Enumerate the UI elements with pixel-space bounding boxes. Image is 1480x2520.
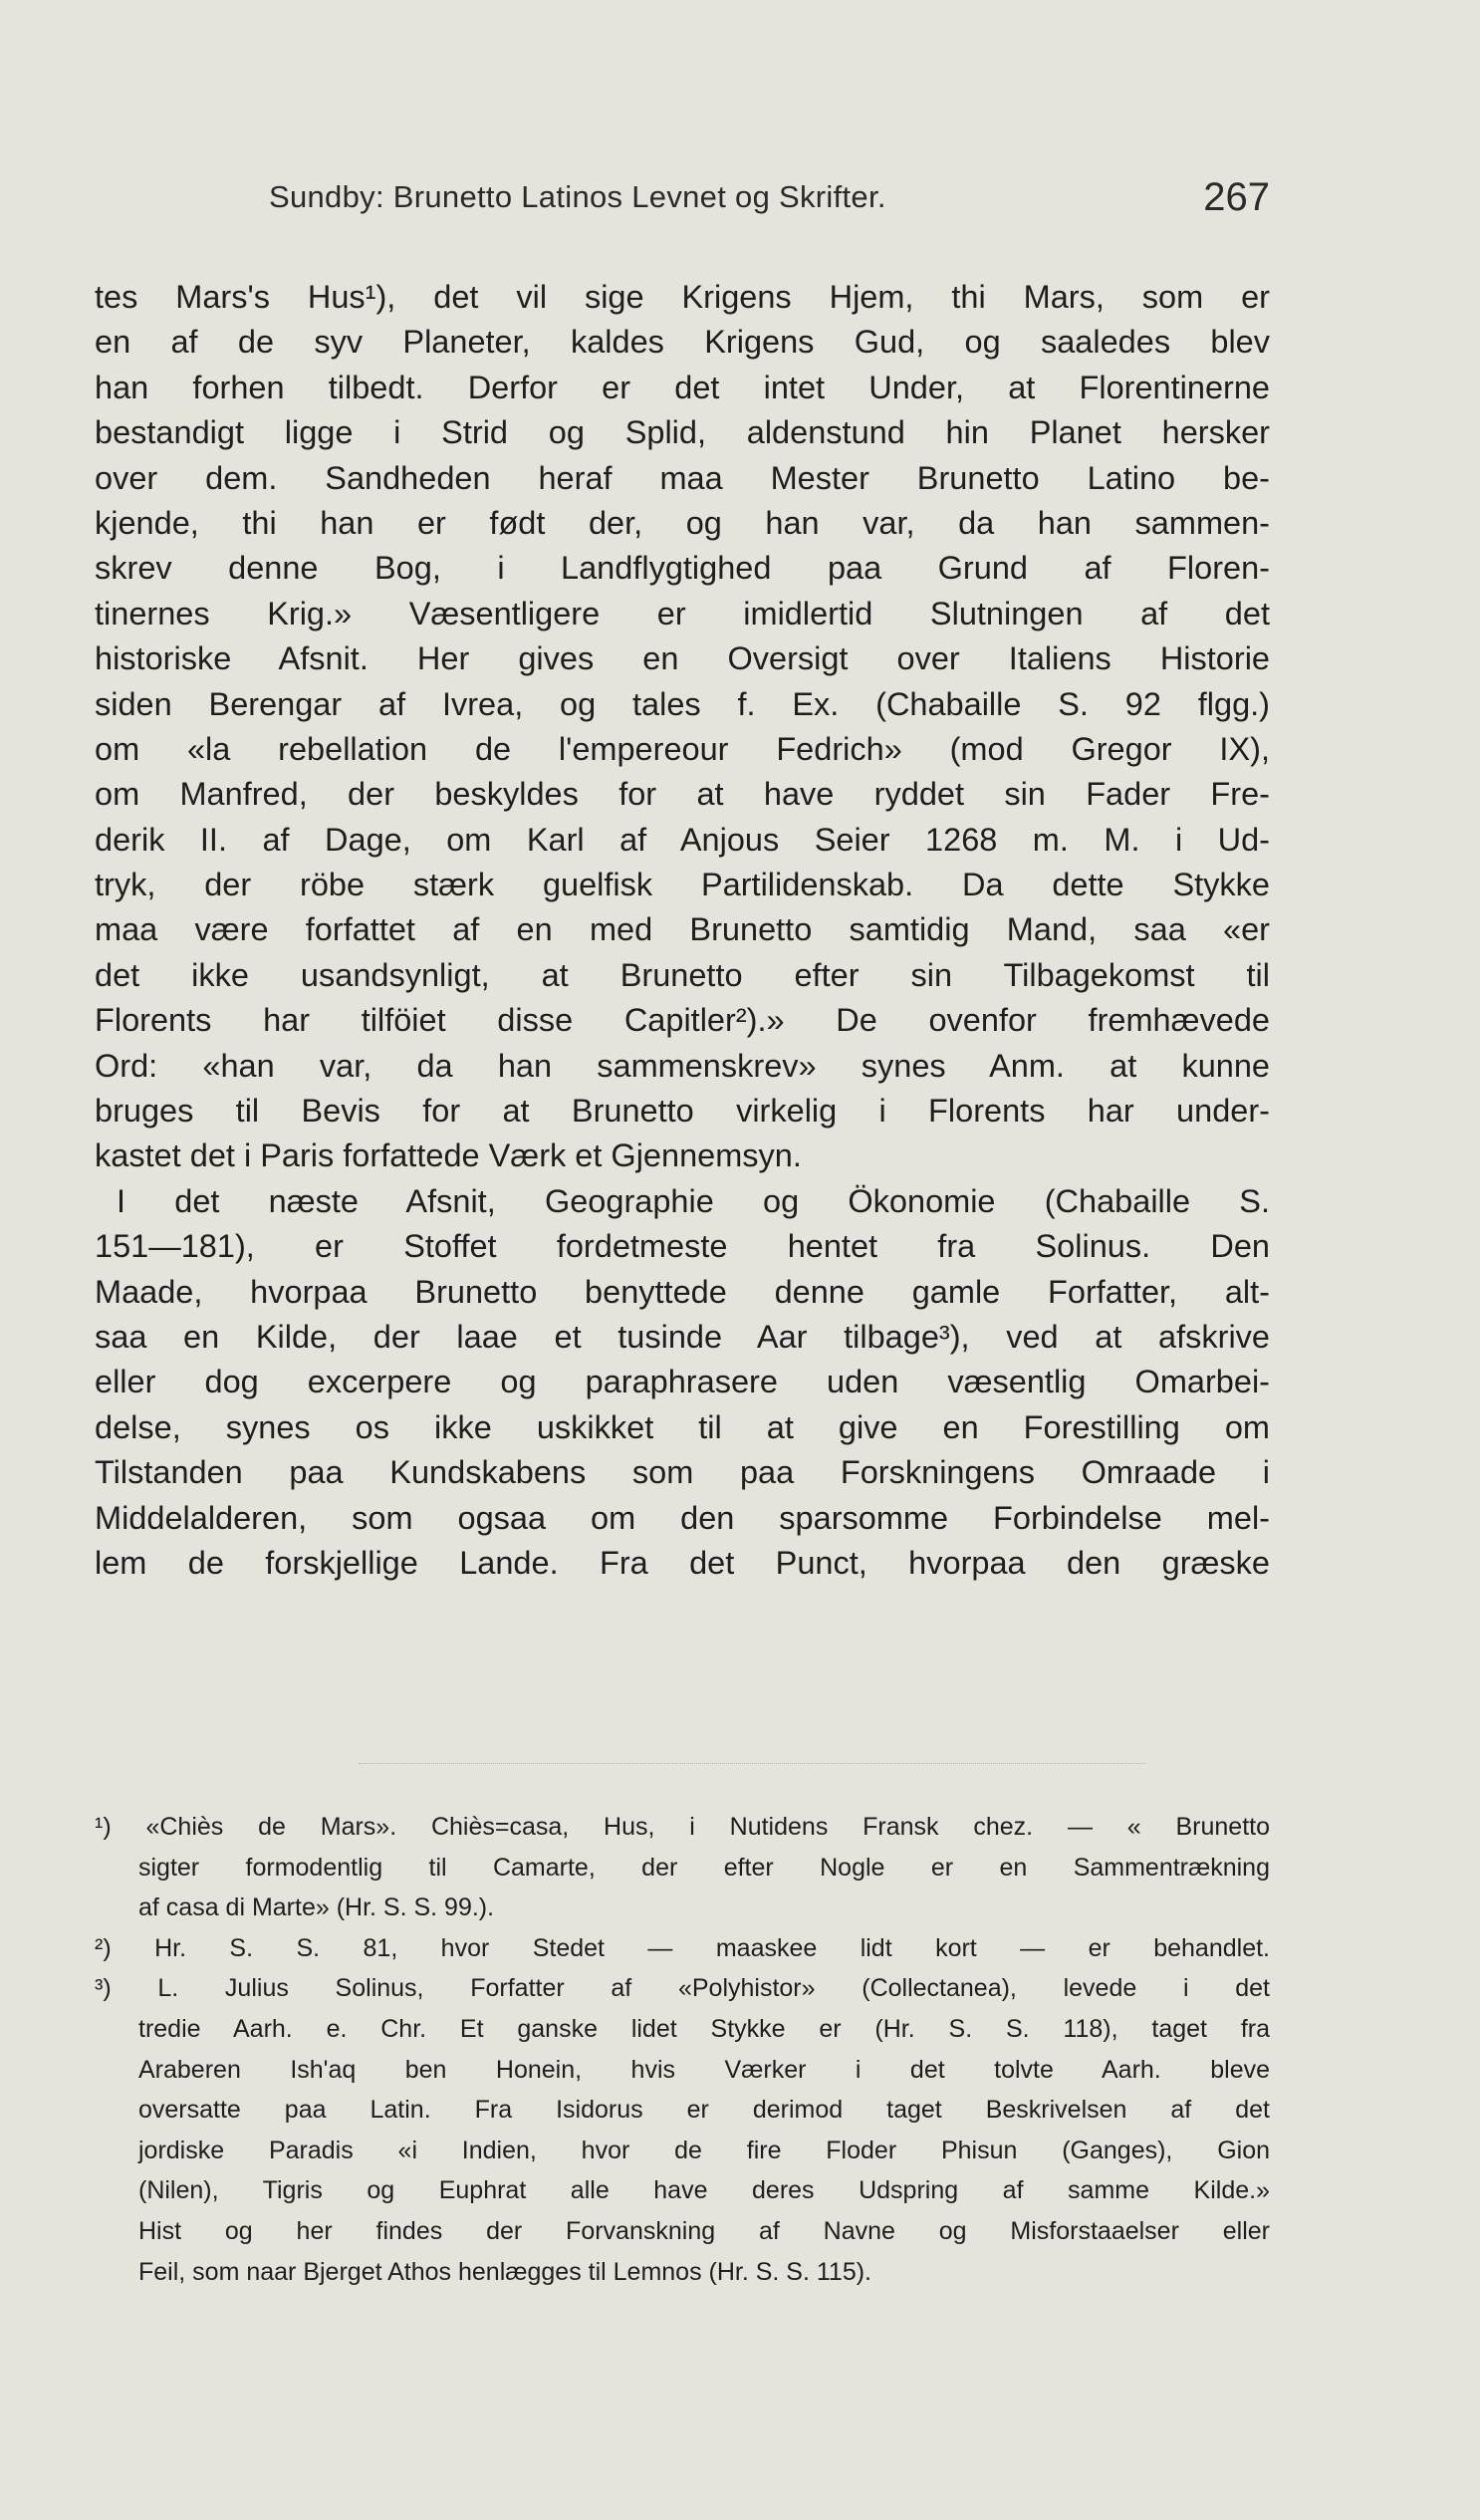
footnote-divider — [359, 1763, 1145, 1764]
text-line: en af de syv Planeter, kaldes Krigens Gud, og saaledes blev — [95, 324, 1270, 361]
text-line: skrev denne Bog, i Landflygtighed paa Grund af Floren- — [95, 550, 1270, 587]
text-line: Middelalderen, som ogsaa om den sparsomme Forbindelse mel- — [95, 1499, 1270, 1536]
text-line: om Manfred, der beskyldes for at have ryddet sin Fader Fre- — [95, 776, 1270, 813]
footnote-line: (Nilen), Tigris og Euphrat alle have deres Udspring af samme Kilde.» — [138, 2176, 1270, 2205]
footnote-line: Hist og her findes der Forvanskning af Navne og Misforstaaelser eller — [138, 2216, 1270, 2245]
footnote-line: jordiske Paradis «i Indien, hvor de fire Floder Phisun (Ganges), Gion — [138, 2136, 1270, 2164]
main-text — [95, 275, 1270, 1586]
page-header — [269, 175, 1270, 225]
text-line: delse, synes os ikke uskikket til at give en Forestilling om — [95, 1408, 1270, 1445]
footnote-line: ¹) «Chiès de Mars». Chiès=casa, Hus, i Nutidens Fransk chez. — « Brunetto — [95, 1813, 1270, 1841]
text-line: eller dog excerpere og paraphrasere uden væsentlig Omarbei- — [95, 1364, 1270, 1400]
page-number: 267 — [1203, 175, 1270, 219]
text-line: Tilstanden paa Kundskabens som paa Forskningens Omraade i — [95, 1454, 1270, 1491]
footnote-line: Araberen Ish'aq ben Honein, hvis Værker i det tolvte Aarh. bleve — [138, 2055, 1270, 2084]
text-line: derik II. af Dage, om Karl af Anjous Seier 1268 m. M. i Ud- — [95, 821, 1270, 858]
text-line: han forhen tilbedt. Derfor er det intet Under, at Florentinerne — [95, 369, 1270, 405]
text-line: 151—181), er Stoffet fordetmeste hentet fra Solinus. Den — [95, 1228, 1270, 1265]
footnote-line: Feil, som naar Bjerget Athos henlægges til Lemnos (Hr. S. S. 115). — [138, 2257, 871, 2286]
footnote-line: oversatte paa Latin. Fra Isidorus er derimod taget Beskrivelsen af det — [138, 2096, 1270, 2125]
footnote-line: tredie Aarh. e. Chr. Et ganske lidet Stykke er (Hr. S. S. 118), taget fra — [138, 2014, 1270, 2043]
footnote-line: ³) L. Julius Solinus, Forfatter af «Polyhistor» (Collectanea), levede i det — [95, 1974, 1270, 2003]
text-line: I det næste Afsnit, Geographie og Ökonomie (Chabaille S. — [117, 1182, 1270, 1219]
text-line: Florents har tilföiet disse Capitler²).» De ovenfor fremhævede — [95, 1002, 1270, 1039]
text-line: bruges til Bevis for at Brunetto virkelig i Florents har under- — [95, 1093, 1270, 1130]
text-line: kastet det i Paris forfattede Værk et Gjennemsyn. — [95, 1137, 802, 1174]
running-title: Sundby: Brunetto Latinos Levnet og Skrifter. — [269, 179, 886, 214]
footnotes — [95, 1807, 1270, 2292]
footnote-line: ²) Hr. S. S. 81, hvor Stedet — maaskee lidt kort — er behandlet. — [95, 1933, 1270, 1962]
text-line: historiske Afsnit. Her gives en Oversigt over Italiens Historie — [95, 640, 1270, 677]
text-line: tinernes Krig.» Væsentligere er imidlertid Slutningen af det — [95, 595, 1270, 631]
text-line: tes Mars's Hus¹), det vil sige Krigens Hjem, thi Mars, som er — [95, 279, 1270, 315]
text-line: lem de forskjellige Lande. Fra det Punct, hvorpaa den græske — [95, 1544, 1270, 1581]
text-line: over dem. Sandheden heraf maa Mester Brunetto Latino be- — [95, 459, 1270, 496]
text-line: Ord: «han var, da han sammenskrev» synes Anm. at kunne — [95, 1047, 1270, 1084]
text-line: Maade, hvorpaa Brunetto benyttede denne gamle Forfatter, alt- — [95, 1273, 1270, 1310]
text-line: tryk, der röbe stærk guelfisk Partilidenskab. Da dette Stykke — [95, 867, 1270, 903]
text-line: saa en Kilde, der laae et tusinde Aar tilbage³), ved at afskrive — [95, 1318, 1270, 1355]
text-line: om «la rebellation de l'empereour Fedrich» (mod Gregor IX), — [95, 730, 1270, 767]
footnote-line: af casa di Marte» (Hr. S. S. 99.). — [138, 1893, 495, 1922]
text-line: det ikke usandsynligt, at Brunetto efter sin Tilbagekomst til — [95, 956, 1270, 993]
text-line: maa være forfattet af en med Brunetto samtidig Mand, saa «er — [95, 911, 1270, 948]
text-line: bestandigt ligge i Strid og Splid, aldenstund hin Planet hersker — [95, 414, 1270, 451]
text-line: siden Berengar af Ivrea, og tales f. Ex. (Chabaille S. 92 flgg.) — [95, 685, 1270, 722]
text-line: kjende, thi han er født der, og han var, da han sammen- — [95, 504, 1270, 541]
footnote-line: sigter formodentlig til Camarte, der efter Nogle er en Sammentrækning — [138, 1853, 1270, 1882]
